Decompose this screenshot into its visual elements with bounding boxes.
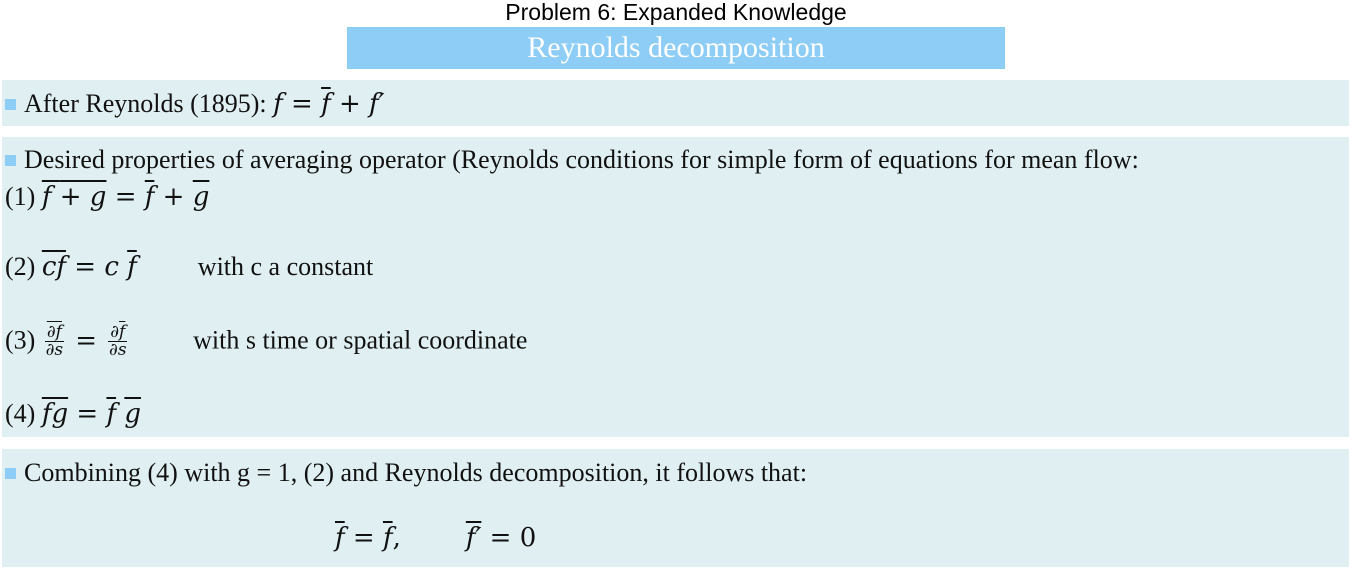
panel-reynolds-decomposition	[2, 80, 1349, 126]
condition-number: (3)	[5, 325, 36, 355]
consequence-intro	[5, 458, 807, 488]
condition-formula: $f + g = \overline{f} + \overline{g}$	[41, 182, 210, 212]
condition-2	[5, 252, 373, 282]
condition-note: with c a constant	[197, 252, 374, 281]
conditions-intro	[5, 145, 1139, 175]
bullet-icon	[5, 155, 16, 166]
condition-formula: $\frac{\partial f}{\partial s}$ = $\frac{\partial\overline{f}}{\partial s}$	[45, 322, 127, 360]
decomposition-formula: $f = \overline{f} + f'$	[273, 89, 385, 119]
condition-1	[5, 182, 209, 212]
consequence-result	[335, 523, 536, 553]
result-mean-of-mean: $f = \overline{f}$,	[335, 523, 401, 553]
section-banner: Reynolds decomposition	[347, 27, 1005, 69]
decomposition-line	[5, 89, 385, 119]
condition-formula: $\overline{cf} = c$ $\overline{f}$	[41, 252, 137, 282]
panel-reynolds-conditions	[2, 137, 1349, 437]
condition-number: (1)	[5, 182, 36, 211]
bullet-icon	[5, 468, 16, 479]
panel-consequence	[2, 449, 1349, 567]
condition-3	[5, 324, 527, 359]
conditions-intro-text: Desired properties of averaging operator (Reynolds conditions for simple form of equations for mean flow:	[24, 145, 1139, 174]
condition-formula: $\overline{fg} = \overline{f}$ $\overline{g}$	[41, 399, 141, 429]
problem-title: Problem 6: Expanded Knowledge	[505, 0, 847, 25]
decomposition-text: After Reynolds (1895):	[24, 89, 267, 118]
condition-number: (2)	[5, 252, 36, 281]
condition-number: (4)	[5, 399, 36, 428]
condition-note: with s time or spatial coordinate	[193, 325, 528, 355]
consequence-text: Combining (4) with g = 1, (2) and Reynolds decomposition, it follows that:	[24, 458, 808, 487]
condition-4	[5, 399, 141, 429]
result-mean-fluctuation: f′ = 0	[465, 523, 537, 553]
bullet-icon	[5, 99, 16, 110]
